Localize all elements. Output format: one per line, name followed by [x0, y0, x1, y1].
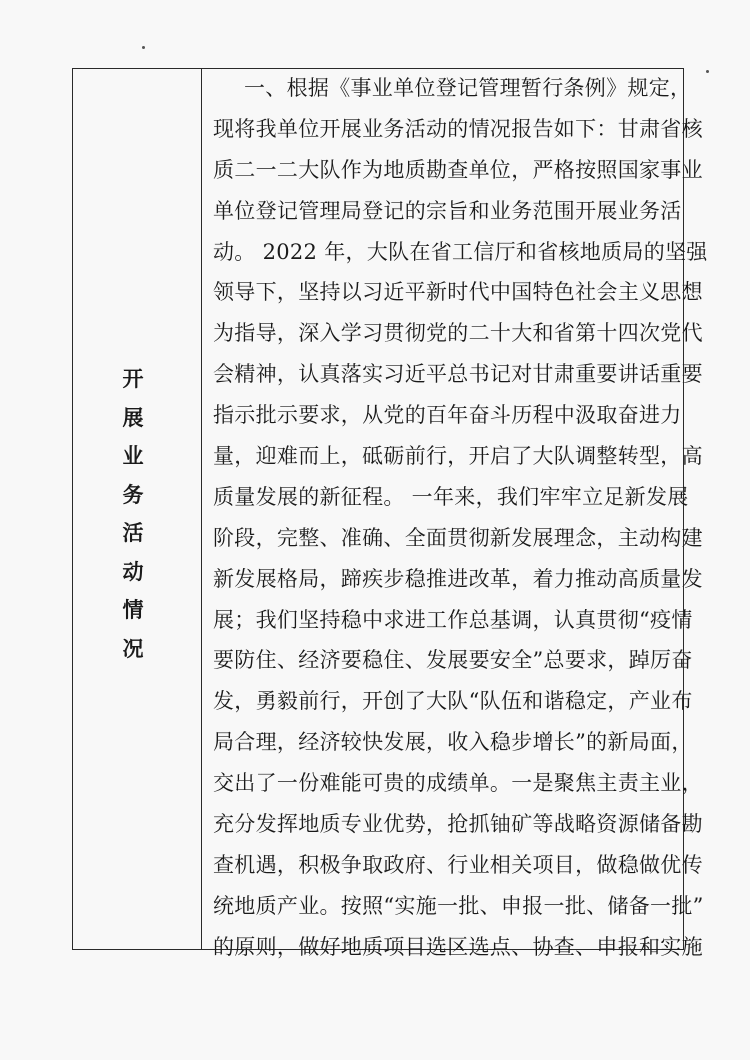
column-divider [201, 68, 202, 950]
text-line: 统地质产业。按照“实施一批、申报一批、储备一批” [213, 893, 704, 918]
text-line: 现将我单位开展业务活动的情况报告如下：甘肃省核 [213, 116, 703, 141]
text-line: 一、根据《事业单位登记管理暂行条例》规定， [244, 76, 692, 100]
text-line: 要防住、经济要稳住、发展要安全”总要求，踔厉奋 [213, 648, 693, 673]
label-char: 活 [122, 520, 144, 545]
text-line: 指示批示要求，从党的百年奋斗历程中汲取奋进力 [213, 403, 682, 428]
label-char: 开 [122, 366, 144, 391]
text-line: 质二一二大队作为地质勘查单位，严格按照国家事业 [213, 157, 703, 182]
label-char: 动 [122, 558, 144, 584]
text-line: 局合理，经济较快发展，收入稳步增长”的新局面， [213, 730, 693, 755]
text-line: 阶段，完整、准确、全面贯彻新发展理念，主动构建 [213, 525, 703, 550]
text-line: 的原则，做好地质项目选区选点、协查、申报和实施 [213, 934, 703, 959]
text-line: 充分发挥地质专业优势，抢抓铀矿等战略资源储备勘 [213, 812, 703, 837]
text-line: 质量发展的新征程。 一年来，我们牢牢立足新发展 [213, 484, 689, 509]
text-line: 展；我们坚持稳中求进工作总基调，认真贯彻“疫情 [213, 607, 693, 632]
label-char: 情 [122, 597, 144, 622]
text-line: 新发展格局，蹄疾步稳推进改革，着力推动高质量发 [213, 566, 703, 591]
text-line: 单位登记管理局登记的宗旨和业务范围开展业务活 [213, 198, 682, 223]
label-char: 况 [122, 635, 144, 661]
scan-speck [142, 46, 145, 49]
scan-speck [706, 70, 709, 73]
row-label-business-activities [118, 360, 148, 668]
text-line: 交出了一份难能可贵的成绩单。一是聚焦主责主业， [213, 771, 703, 796]
text-line: 领导下，坚持以习近平新时代中国特色社会主义思想 [213, 280, 703, 305]
activity-report-text [213, 68, 708, 968]
text-line: 发，勇毅前行，开创了大队“队伍和谐稳定，产业布 [213, 689, 693, 714]
label-char: 业 [122, 443, 144, 468]
text-line: 量，迎难而上，砥砺前行，开启了大队调整转型，高 [213, 444, 703, 469]
text-line: 查机遇，积极争取政府、行业相关项目，做稳做优传 [213, 852, 703, 877]
text-line: 动。 2022 年，大队在省工信厅和省核地质局的坚强 [213, 239, 708, 264]
text-line: 为指导，深入学习贯彻党的二十大和省第十四次党代 [213, 321, 703, 346]
text-line: 会精神，认真落实习近平总书记对甘肃重要讲话重要 [213, 362, 703, 387]
label-char: 展 [122, 404, 144, 430]
label-char: 务 [122, 481, 144, 507]
